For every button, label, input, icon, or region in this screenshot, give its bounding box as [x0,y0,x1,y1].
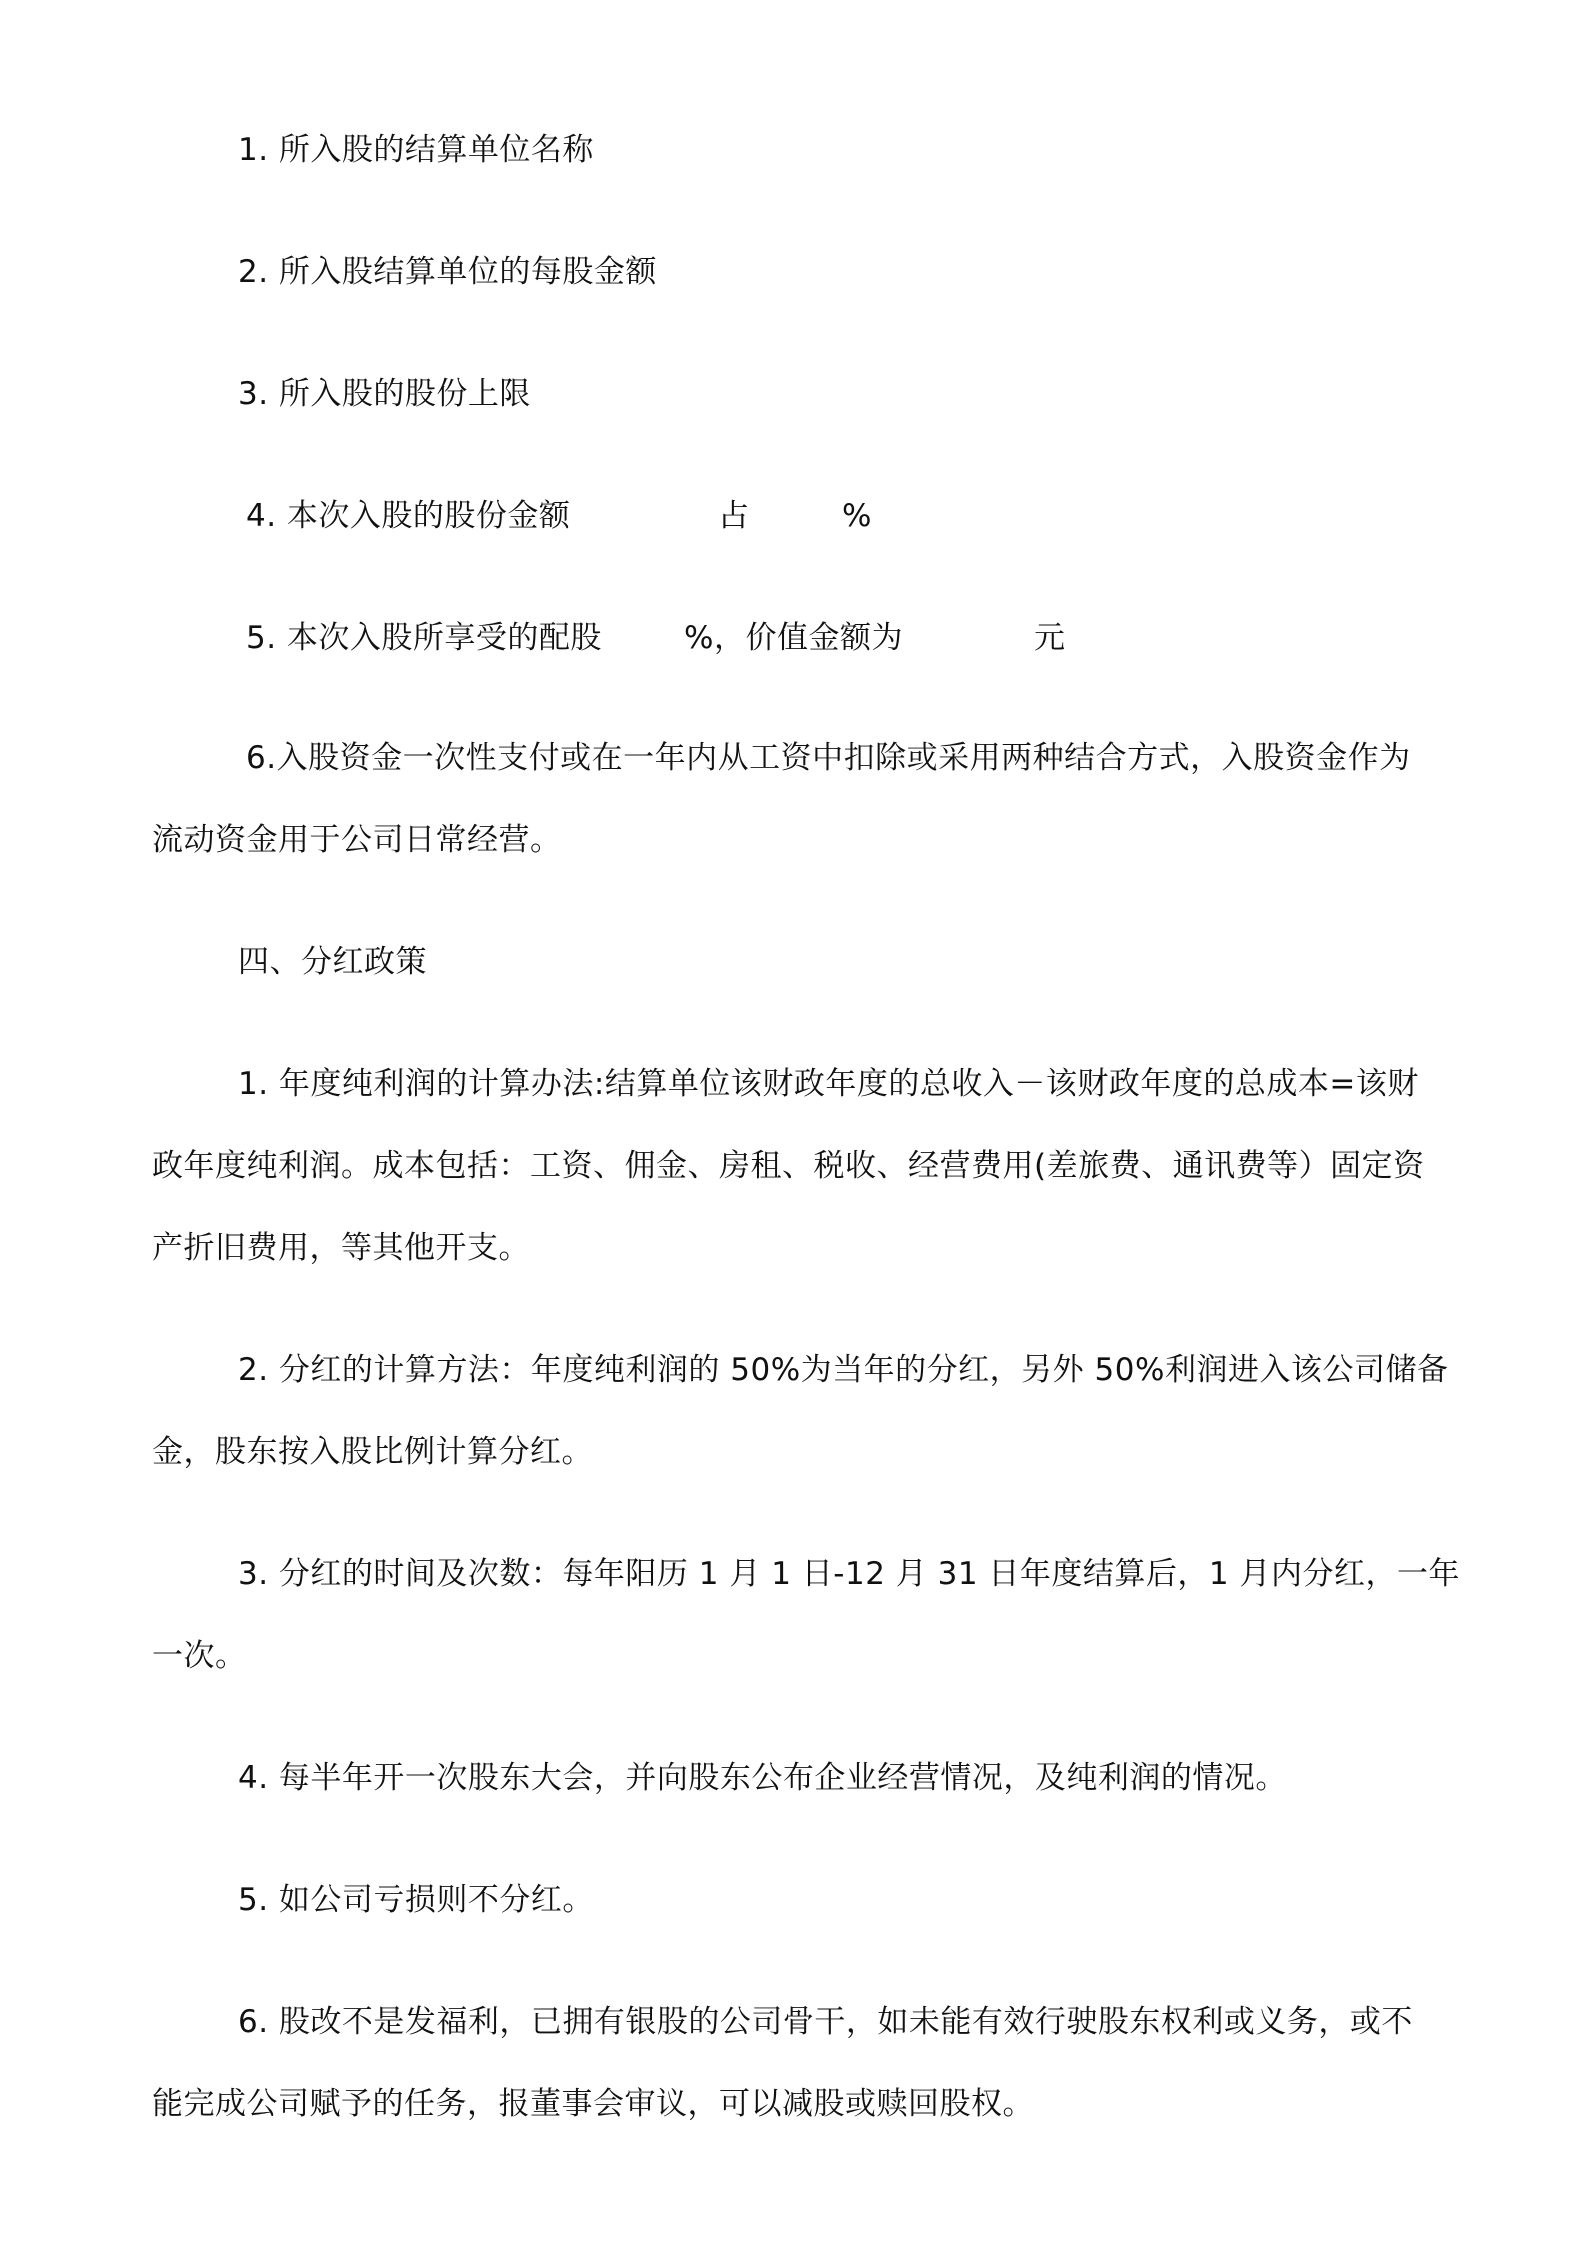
dividend-share-reform-line-1: 6. 股改不是发福利，已拥有银股的公司骨干，如未能有效行驶股东权利或义务，或不 [238,2004,1413,2040]
dividend-share-reform-line-2: 能完成公司赋予的任务，报董事会审议，可以减股或赎回股权。 [152,2086,1034,2122]
dividend-net-profit-line-2: 政年度纯利润。成本包括：工资、佣金、房租、税收、经营费用(差旅费、通讯费等）固定资 [152,1148,1425,1184]
item-share-amount-label: 4. 本次入股的股份金额 [246,498,571,534]
dividend-timing-line-1: 3. 分红的时间及次数：每年阳历 1 月 1 日-12 月 31 日年度结算后，1 月内分红，一年 [238,1556,1461,1592]
item-share-amount [246,496,570,536]
item-share-amount-proportion-label: 占 [718,498,750,534]
dividend-calculation-line-2: 金，股东按入股比例计算分红。 [152,1434,593,1470]
dividend-shareholder-meeting: 4. 每半年开一次股东大会，并向股东公布企业经营情况，及纯利润的情况。 [238,1760,1287,1796]
item-settlement-unit-name: 1. 所入股的结算单位名称 [238,132,594,168]
dividend-calculation-line-1: 2. 分红的计算方法：年度纯利润的 50%为当年的分红，另外 50%利润进入该公司储备 [238,1352,1449,1388]
item-amount-per-share: 2. 所入股结算单位的每股金额 [238,254,657,290]
item-bonus-share-value-label: %，价值金额为 [684,620,903,656]
dividend-loss-no-dividend: 5. 如公司亏损则不分红。 [238,1882,594,1918]
item-bonus-share-currency-unit: 元 [1034,620,1066,656]
item-payment-line-2: 流动资金用于公司日常经营。 [152,822,562,858]
item-share-upper-limit: 3. 所入股的股份上限 [238,376,531,412]
dividend-net-profit-line-1: 1. 年度纯利润的计算办法:结算单位该财政年度的总收入－该财政年度的总成本=该财 [238,1066,1419,1102]
section-heading-dividend-policy: 四、分红政策 [238,944,427,980]
item-payment-line-1: 6.入股资金一次性支付或在一年内从工资中扣除或采用两种结合方式，入股资金作为 [246,740,1411,776]
item-share-amount-percent-sign: % [842,498,872,534]
item-bonus-share-label: 5. 本次入股所享受的配股 [246,620,602,656]
dividend-net-profit-line-3: 产折旧费用，等其他开支。 [152,1230,530,1266]
dividend-timing-line-2: 一次。 [152,1638,247,1674]
